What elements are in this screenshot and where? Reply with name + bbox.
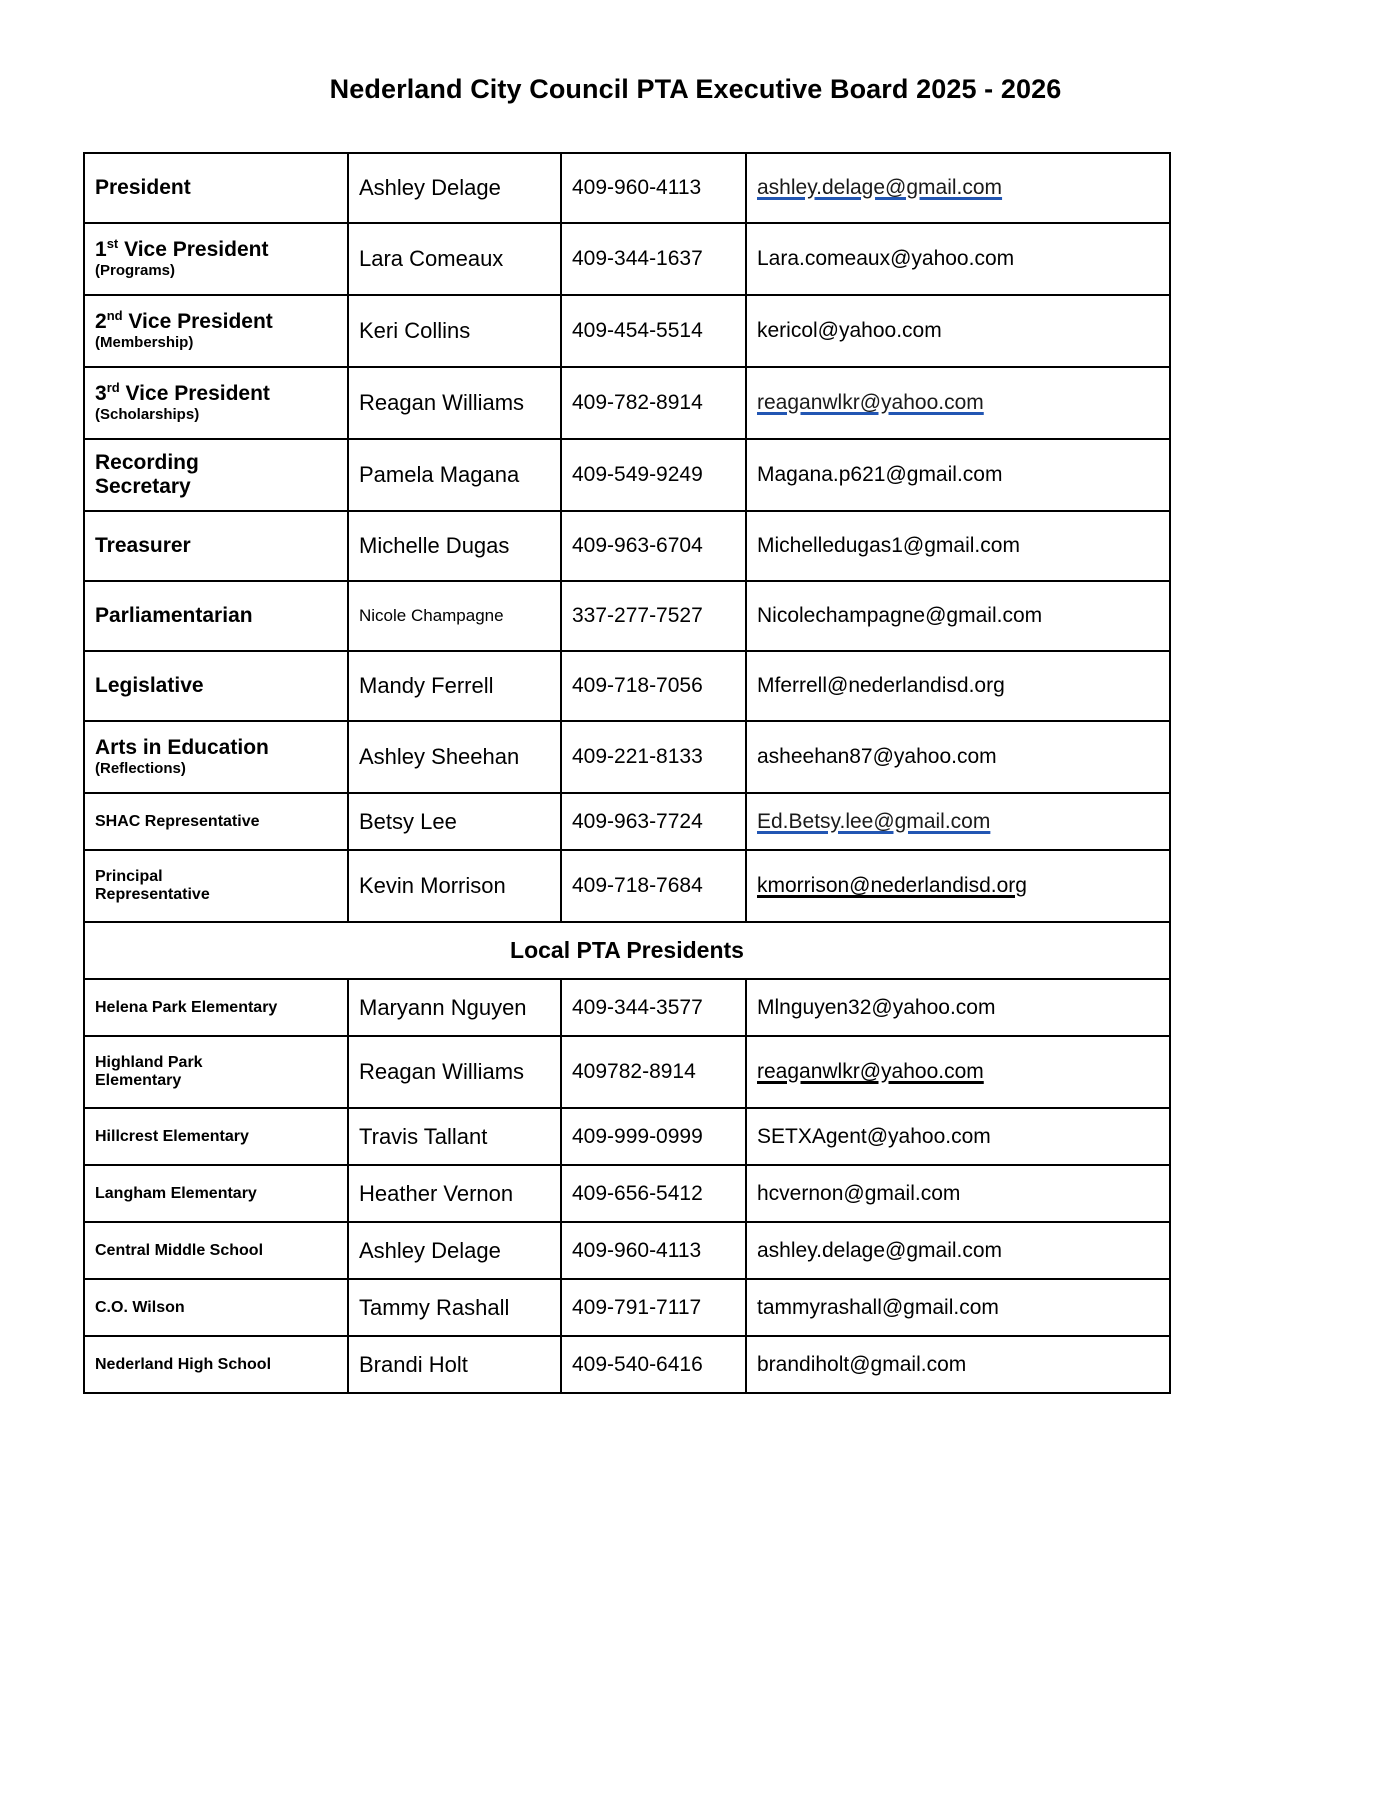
page-title: Nederland City Council PTA Executive Board 2025 - 2026 — [329, 74, 1062, 104]
role-cell — [84, 581, 348, 651]
phone-cell: 409-960-4113 — [561, 153, 746, 223]
section-header-cell: Local PTA Presidents — [84, 922, 1170, 979]
table-row — [84, 1165, 1170, 1222]
school-cell — [84, 1036, 348, 1108]
role-label: Legislative — [95, 674, 204, 698]
school-label: Helena Park Elementary — [95, 998, 278, 1016]
role-ordinal-number: 3 — [95, 382, 107, 406]
role-label — [95, 382, 270, 405]
email-cell: Mlnguyen32@yahoo.com — [746, 979, 1170, 1036]
name-cell: Brandi Holt — [348, 1336, 561, 1393]
school-label: Central Middle School — [95, 1241, 264, 1259]
phone-cell: 409-960-4113 — [561, 1222, 746, 1279]
role-label-line1: Principal — [95, 868, 163, 886]
role-ordinal-number: 2 — [95, 310, 107, 334]
email-cell: Magana.p621@gmail.com — [746, 439, 1170, 511]
phone-cell: 409-344-1637 — [561, 223, 746, 295]
email-cell: Nicolechampagne@gmail.com — [746, 581, 1170, 651]
table-row — [84, 721, 1170, 793]
email-cell — [746, 850, 1170, 922]
table-row — [84, 1108, 1170, 1165]
role-cell — [84, 295, 348, 367]
table-row — [84, 1279, 1170, 1336]
phone-cell: 409-656-5412 — [561, 1165, 746, 1222]
email-cell: kericol@yahoo.com — [746, 295, 1170, 367]
school-label: Hillcrest Elementary — [95, 1127, 249, 1145]
name-cell: Nicole Champagne — [348, 581, 561, 651]
school-cell — [84, 1336, 348, 1393]
phone-cell: 409-454-5514 — [561, 295, 746, 367]
phone-cell: 409-963-6704 — [561, 511, 746, 581]
school-cell — [84, 1222, 348, 1279]
role-ordinal-suffix: st — [106, 236, 119, 252]
email-cell: hcvernon@gmail.com — [746, 1165, 1170, 1222]
email-link[interactable]: reaganwlkr@yahoo.com — [757, 391, 984, 414]
school-cell — [84, 1165, 348, 1222]
email-link[interactable]: kmorrison@nederlandisd.org — [757, 874, 1027, 897]
role-subtitle: (Scholarships) — [95, 405, 200, 423]
email-cell: brandiholt@gmail.com — [746, 1336, 1170, 1393]
role-cell — [84, 850, 348, 922]
role-label: President — [95, 176, 191, 200]
school-label-line1: Highland Park — [95, 1054, 203, 1072]
table-body — [84, 153, 1170, 1393]
name-cell: Maryann Nguyen — [348, 979, 561, 1036]
table-row — [84, 511, 1170, 581]
phone-cell: 409-344-3577 — [561, 979, 746, 1036]
role-title-rest: Vice President — [119, 382, 270, 406]
name-cell: Travis Tallant — [348, 1108, 561, 1165]
role-ordinal-suffix: nd — [106, 308, 123, 324]
role-ordinal-number: 1 — [95, 238, 107, 262]
role-title-rest: Vice President — [122, 310, 273, 334]
phone-cell: 409-540-6416 — [561, 1336, 746, 1393]
name-cell: Ashley Sheehan — [348, 721, 561, 793]
role-label-line2: Secretary — [95, 475, 191, 498]
name-cell: Tammy Rashall — [348, 1279, 561, 1336]
email-cell: ashley.delage@gmail.com — [746, 1222, 1170, 1279]
phone-cell: 337-277-7527 — [561, 581, 746, 651]
role-cell — [84, 793, 348, 850]
table-row — [84, 153, 1170, 223]
school-cell — [84, 1108, 348, 1165]
role-label: Arts in Education — [95, 736, 269, 760]
table-row — [84, 439, 1170, 511]
role-subtitle: (Programs) — [95, 261, 176, 279]
school-label: Nederland High School — [95, 1355, 272, 1373]
phone-cell: 409-718-7056 — [561, 651, 746, 721]
name-cell: Mandy Ferrell — [348, 651, 561, 721]
role-ordinal-suffix: rd — [106, 380, 120, 396]
school-cell — [84, 979, 348, 1036]
table-row — [84, 295, 1170, 367]
name-cell: Lara Comeaux — [348, 223, 561, 295]
email-cell — [746, 793, 1170, 850]
table-row — [84, 367, 1170, 439]
email-link[interactable]: reaganwlkr@yahoo.com — [757, 1060, 984, 1083]
email-cell: tammyrashall@gmail.com — [746, 1279, 1170, 1336]
name-cell: Betsy Lee — [348, 793, 561, 850]
name-cell: Ashley Delage — [348, 1222, 561, 1279]
table-row — [84, 1336, 1170, 1393]
school-cell — [84, 1279, 348, 1336]
table-row — [84, 651, 1170, 721]
role-label: SHAC Representative — [95, 812, 260, 830]
phone-cell: 409782-8914 — [561, 1036, 746, 1108]
role-cell — [84, 721, 348, 793]
section-header-row — [84, 922, 1170, 979]
role-label — [95, 310, 273, 333]
phone-cell: 409-999-0999 — [561, 1108, 746, 1165]
role-label: Treasurer — [95, 534, 191, 558]
name-cell: Reagan Williams — [348, 1036, 561, 1108]
role-cell — [84, 367, 348, 439]
school-label: Langham Elementary — [95, 1184, 257, 1202]
table-row — [84, 793, 1170, 850]
name-cell: Reagan Williams — [348, 367, 561, 439]
email-cell: SETXAgent@yahoo.com — [746, 1108, 1170, 1165]
role-cell — [84, 439, 348, 511]
phone-cell: 409-791-7117 — [561, 1279, 746, 1336]
email-cell — [746, 153, 1170, 223]
phone-cell: 409-549-9249 — [561, 439, 746, 511]
role-cell — [84, 511, 348, 581]
email-cell — [746, 1036, 1170, 1108]
school-label: C.O. Wilson — [95, 1298, 185, 1316]
role-cell — [84, 223, 348, 295]
table-row — [84, 850, 1170, 922]
role-title-rest: Vice President — [118, 238, 269, 262]
email-link[interactable]: ashley.delage@gmail.com — [757, 176, 1003, 199]
table-row — [84, 979, 1170, 1036]
name-cell: Michelle Dugas — [348, 511, 561, 581]
email-link[interactable]: Ed.Betsy.lee@gmail.com — [757, 809, 991, 833]
role-subtitle: (Reflections) — [95, 759, 186, 777]
email-cell: asheehan87@yahoo.com — [746, 721, 1170, 793]
phone-cell: 409-782-8914 — [561, 367, 746, 439]
email-cell: Lara.comeaux@yahoo.com — [746, 223, 1170, 295]
name-cell: Pamela Magana — [348, 439, 561, 511]
school-label-line2: Elementary — [95, 1072, 182, 1089]
email-cell — [746, 367, 1170, 439]
phone-cell: 409-963-7724 — [561, 793, 746, 850]
phone-cell: 409-221-8133 — [561, 721, 746, 793]
table-row — [84, 1036, 1170, 1108]
role-label-line2: Representative — [95, 886, 210, 903]
table-row — [84, 1222, 1170, 1279]
table-row — [84, 581, 1170, 651]
name-cell: Heather Vernon — [348, 1165, 561, 1222]
email-cell: Mferrell@nederlandisd.org — [746, 651, 1170, 721]
role-label — [95, 238, 268, 261]
role-label-line1: Recording — [95, 451, 199, 475]
role-label: Parliamentarian — [95, 604, 253, 628]
email-cell: Michelledugas1@gmail.com — [746, 511, 1170, 581]
role-subtitle: (Membership) — [95, 333, 194, 351]
name-cell: Ashley Delage — [348, 153, 561, 223]
name-cell: Keri Collins — [348, 295, 561, 367]
name-cell: Kevin Morrison — [348, 850, 561, 922]
role-cell — [84, 651, 348, 721]
table-row — [84, 223, 1170, 295]
phone-cell: 409-718-7684 — [561, 850, 746, 922]
pta-contact-table — [83, 152, 1171, 1394]
role-cell — [84, 153, 348, 223]
